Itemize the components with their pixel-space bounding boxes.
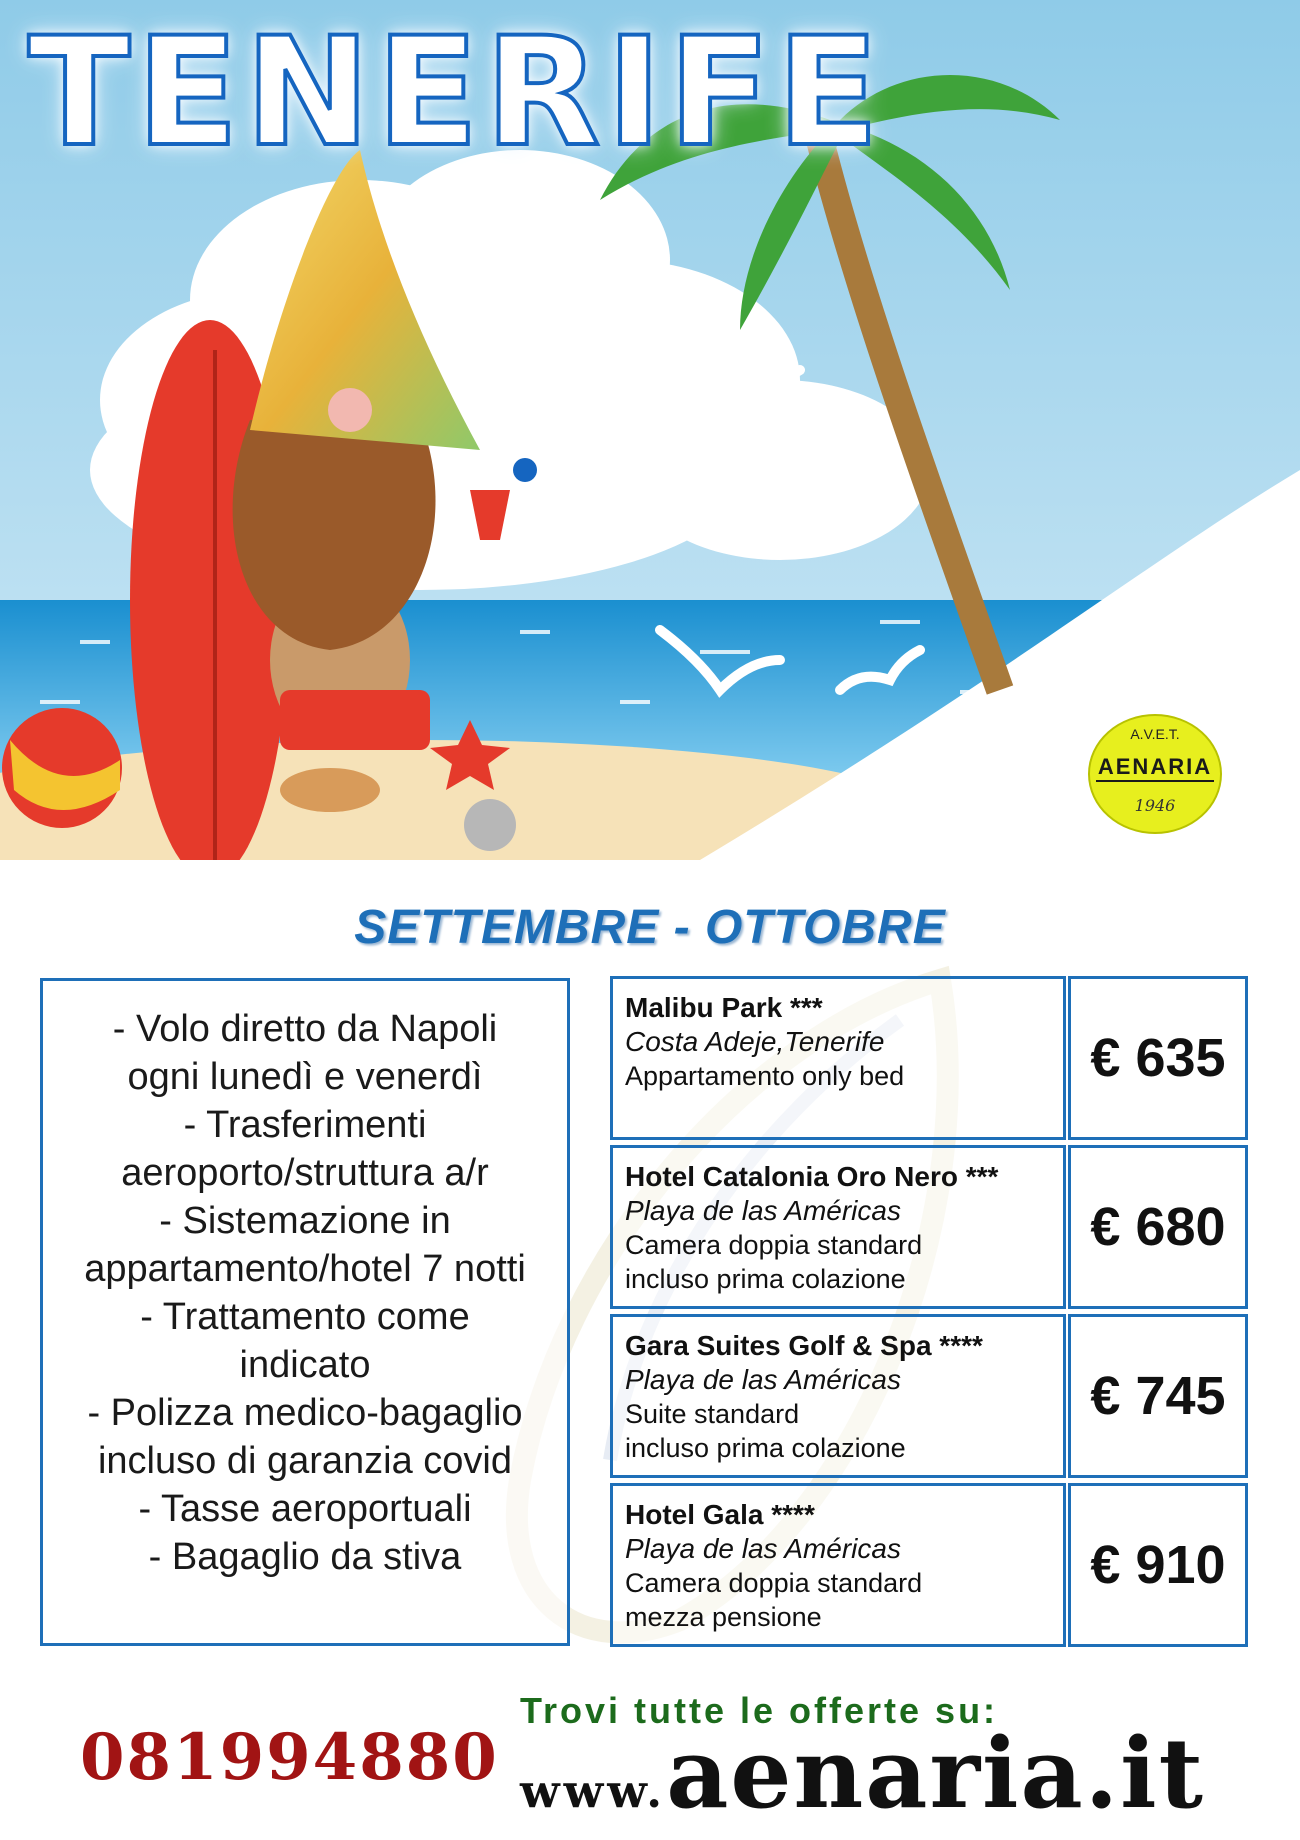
hotel-location: Playa de las Américas — [625, 1533, 901, 1564]
inclusion-line: - Sistemazione in — [159, 1200, 451, 1242]
inclusions-box — [40, 978, 570, 1646]
hotel-offer-row — [610, 1483, 1248, 1647]
offers-promo-text: Trovi tutte le offerte su: — [520, 1690, 999, 1731]
hotel-offers-table — [610, 976, 1248, 1652]
logo-year: 1946 — [1134, 796, 1176, 815]
season-heading: SETTEMBRE - OTTOBRE — [354, 901, 946, 954]
hotel-board: mezza pensione — [625, 1602, 822, 1632]
inclusion-line: - Volo diretto da Napoli — [112, 1008, 498, 1050]
hotel-room-type: Camera doppia standard — [625, 1568, 923, 1598]
hotel-location: Playa de las Américas — [625, 1364, 901, 1395]
website-link[interactable] — [520, 1717, 1205, 1830]
inclusion-line: - Tasse aeroportuali — [138, 1488, 472, 1530]
hotel-offer-row — [610, 1145, 1248, 1309]
inclusion-line: indicato — [239, 1344, 371, 1386]
hotel-info-cell — [610, 1314, 1066, 1478]
website-domain: aenaria.it — [666, 1717, 1205, 1830]
hero-illustration — [0, 0, 1300, 860]
hotel-price: € 680 — [1068, 1145, 1248, 1309]
hotel-offer-row — [610, 976, 1248, 1140]
inclusion-line: incluso di garanzia covid — [97, 1440, 512, 1482]
inclusion-line: - Trattamento come — [140, 1296, 470, 1338]
hotel-board: incluso prima colazione — [625, 1264, 906, 1294]
hotel-info-cell — [610, 1483, 1066, 1647]
inclusion-line: - Trasferimenti — [183, 1104, 427, 1146]
inclusion-line: appartamento/hotel 7 notti — [84, 1248, 526, 1290]
logo-name: AENARIA — [1096, 754, 1214, 782]
inclusion-line: - Polizza medico-bagaglio — [87, 1392, 523, 1434]
hotel-location: Costa Adeje,Tenerife — [625, 1026, 885, 1057]
hotel-price: € 745 — [1068, 1314, 1248, 1478]
hotel-room-type: Appartamento only bed — [625, 1061, 905, 1091]
logo-top-text: A.V.E.T. — [1130, 726, 1180, 742]
hotel-price: € 910 — [1068, 1483, 1248, 1647]
hotel-board: incluso prima colazione — [625, 1433, 906, 1463]
hotel-location: Playa de las Américas — [625, 1195, 901, 1226]
inclusion-line: - Bagaglio da stiva — [148, 1536, 462, 1578]
hotel-room-type: Suite standard — [625, 1399, 800, 1429]
inclusion-line: aeroporto/struttura a/r — [121, 1152, 489, 1194]
destination-title: TENERIFE — [28, 6, 886, 180]
hotel-price: € 635 — [1068, 976, 1248, 1140]
hotel-name: Malibu Park *** — [625, 992, 823, 1023]
hotel-name: Gara Suites Golf & Spa **** — [625, 1330, 983, 1361]
hotel-info-cell — [610, 1145, 1066, 1309]
hotel-offer-row — [610, 1314, 1248, 1478]
hotel-info-cell — [610, 976, 1066, 1140]
inclusion-line: ogni lunedì e venerdì — [127, 1056, 483, 1098]
hotel-name: Hotel Catalonia Oro Nero *** — [625, 1161, 999, 1192]
hotel-name: Hotel Gala **** — [625, 1499, 815, 1530]
website-prefix: www. — [520, 1764, 667, 1818]
hotel-room-type: Camera doppia standard — [625, 1230, 923, 1260]
phone-number[interactable]: 081994880 — [80, 1720, 499, 1795]
aenaria-logo — [1088, 714, 1222, 834]
